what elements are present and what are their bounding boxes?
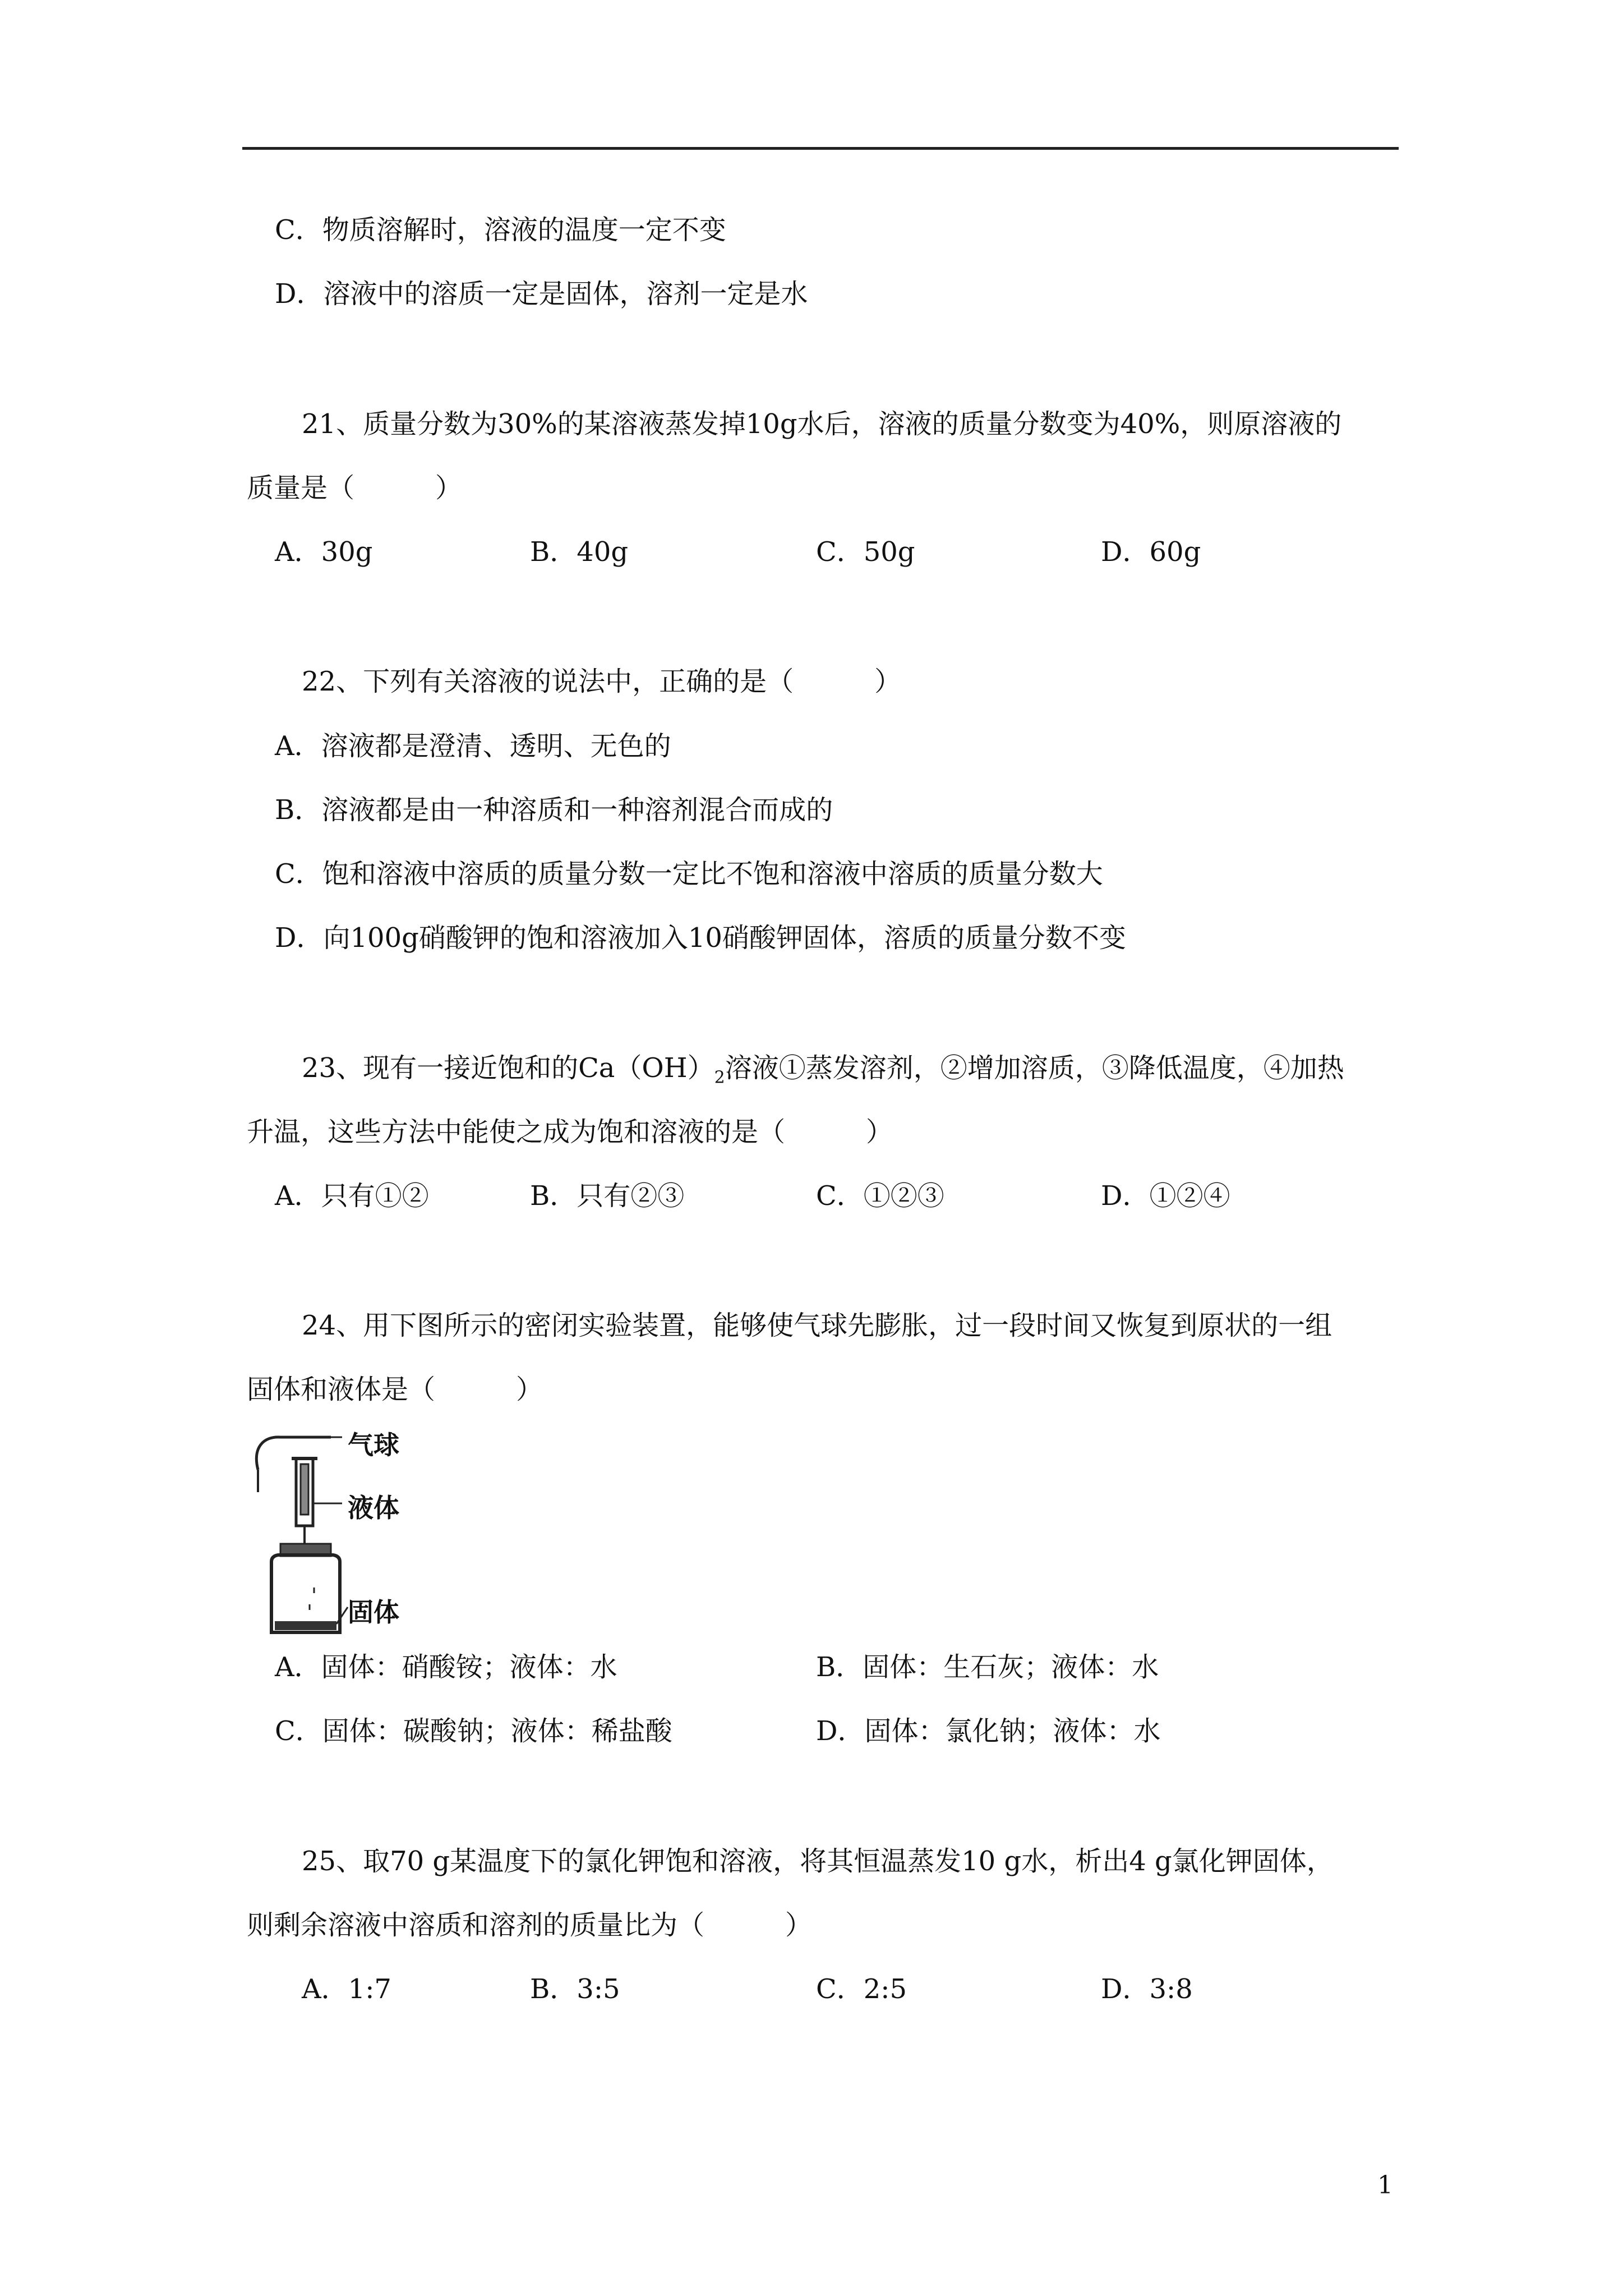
q24-text-line1: 24、用下图所示的密闭实验装置，能够使气球先膨胀，过一段时间又恢复到原状的一组 <box>302 1310 1332 1341</box>
page-number: 1 <box>1377 2171 1393 2200</box>
q23-option-d: D．①②④ <box>1101 1180 1230 1212</box>
q24-text-line2: 固体和液体是（ ） <box>247 1374 543 1405</box>
q25-option-c: C．2:5 <box>816 1973 907 2005</box>
q23-subscript: 2 <box>714 1068 725 1088</box>
prev-option-d: D．溶液中的溶质一定是固体，溶剂一定是水 <box>275 278 808 310</box>
q22-option-a: A．溶液都是澄清、透明、无色的 <box>275 730 671 762</box>
q21-text-line2: 质量是（ ） <box>247 472 463 504</box>
q22-option-b: B．溶液都是由一种溶质和一种溶剂混合而成的 <box>275 794 833 826</box>
label-solid: 固体 <box>348 1597 399 1627</box>
q23-text-line1-b: 溶液①蒸发溶剂，②增加溶质，③降低温度，④加热 <box>725 1052 1344 1084</box>
q24-option-a: A．固体：硝酸铵；液体：水 <box>275 1651 617 1683</box>
apparatus-figure <box>247 1425 449 1638</box>
q24-option-b: B．固体：生石灰；液体：水 <box>816 1651 1159 1683</box>
q22-text-line1: 22、下列有关溶液的说法中，正确的是（ ） <box>302 666 902 697</box>
q25-option-b: B．3:5 <box>530 1973 620 2005</box>
q21-text-line1: 21、质量分数为30%的某溶液蒸发掉10g水后，溶液的质量分数变为40%，则原溶液的 <box>302 408 1342 440</box>
label-liquid: 液体 <box>348 1493 399 1523</box>
q23-text-line2: 升温，这些方法中能使之成为饱和溶液的是（ ） <box>247 1116 893 1148</box>
label-balloon: 气球 <box>348 1430 399 1460</box>
prev-option-c: C．物质溶解时，溶液的温度一定不变 <box>275 214 726 246</box>
q22-option-c: C．饱和溶液中溶质的质量分数一定比不饱和溶液中溶质的质量分数大 <box>275 858 1103 890</box>
q23-option-b: B．只有②③ <box>530 1180 685 1212</box>
q21-option-d: D．60g <box>1101 536 1201 568</box>
header-rule <box>242 147 1399 150</box>
q23-text-line1 <box>302 1051 1344 1095</box>
q25-text-line1: 25、取70 g某温度下的氯化钾饱和溶液，将其恒温蒸发10 g水，析出4 g氯化钾固体， <box>302 1846 1334 1877</box>
q25-option-d: D．3:8 <box>1101 1973 1193 2005</box>
q21-option-c: C．50g <box>816 536 915 568</box>
q23-option-c: C．①②③ <box>816 1180 944 1212</box>
q25-text-line2: 则剩余溶液中溶质和溶剂的质量比为（ ） <box>247 1910 813 1941</box>
q22-option-d: D．向100g硝酸钾的饱和溶液加入10硝酸钾固体，溶质的质量分数不变 <box>275 922 1126 954</box>
q21-option-a: A．30g <box>275 536 373 568</box>
q23-option-a: A．只有①② <box>275 1180 429 1212</box>
q24-option-c: C．固体：碳酸钠；液体：稀盐酸 <box>275 1715 672 1747</box>
q25-option-a: A．1:7 <box>302 1973 391 2005</box>
q21-option-b: B．40g <box>530 536 629 568</box>
q23-text-line1-a: 23、现有一接近饱和的Ca（OH） <box>302 1052 714 1084</box>
q24-option-d: D．固体：氯化钠；液体：水 <box>816 1715 1161 1747</box>
